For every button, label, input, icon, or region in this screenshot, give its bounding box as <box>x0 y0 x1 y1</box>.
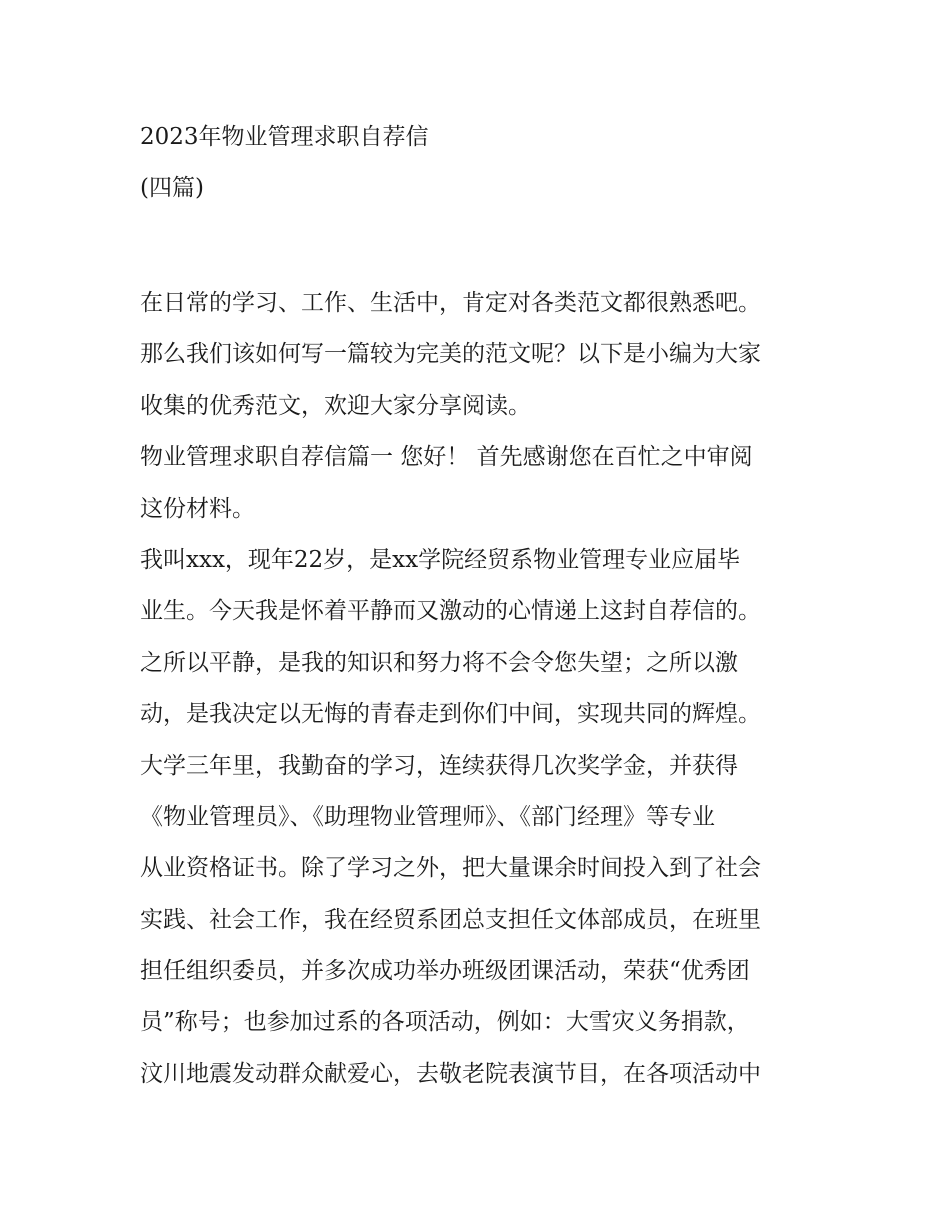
body-line: 大学三年里，我勤奋的学习，连续获得几次奖学金，并获得 <box>140 752 738 779</box>
body-line: 在日常的学习、工作、生活中，肯定对各类范文都很熟悉吧。 <box>140 290 761 316</box>
body-line: 之所以平静，是我的知识和努力将不会令您失望；之所以激 <box>140 649 738 676</box>
body-line: 《物业管理员》、《助理物业管理师》、《部门经理》等专业 <box>140 803 715 830</box>
body-line: 我叫xxx，现年22岁，是xx学院经贸系物业管理专业应届毕 <box>140 546 741 573</box>
body-line: 业生。今天我是怀着平静而又激动的心情递上这封自荐信的。 <box>140 598 761 625</box>
body-line: 那么我们该如何写一篇较为完美的范文呢？以下是小编为大家 <box>140 341 761 368</box>
body-line: 员”称号；也参加过系的各项活动，例如：大雪灾义务捐款， <box>140 1009 750 1036</box>
document-title <box>140 112 820 215</box>
body-line: 汶川地震发动群众献爱心，去敬老院表演节目，在各项活动中 <box>140 1060 761 1087</box>
body-line: 收集的优秀范文，欢迎大家分享阅读。 <box>140 392 531 419</box>
body-line: 这份材料。 <box>140 495 255 522</box>
body-line: 担任组织委员，并多次成功举办班级团课活动，荣获“优秀团 <box>140 958 750 985</box>
body-line: 实践、社会工作，我在经贸系团总支担任文体部成员，在班里 <box>140 906 761 933</box>
title-line-1: 2023年物业管理求职自荐信 <box>140 124 429 150</box>
body-line: 从业资格证书。除了学习之外，把大量课余时间投入到了社会 <box>140 855 761 882</box>
body-line: 动，是我决定以无悔的青春走到你们中间，实现共同的辉煌。 <box>140 701 761 728</box>
document-body <box>140 278 830 1100</box>
body-line: 物业管理求职自荐信篇一 您好！ 首先感谢您在百忙之中审阅 <box>140 444 753 471</box>
title-line-2: (四篇) <box>140 175 204 202</box>
